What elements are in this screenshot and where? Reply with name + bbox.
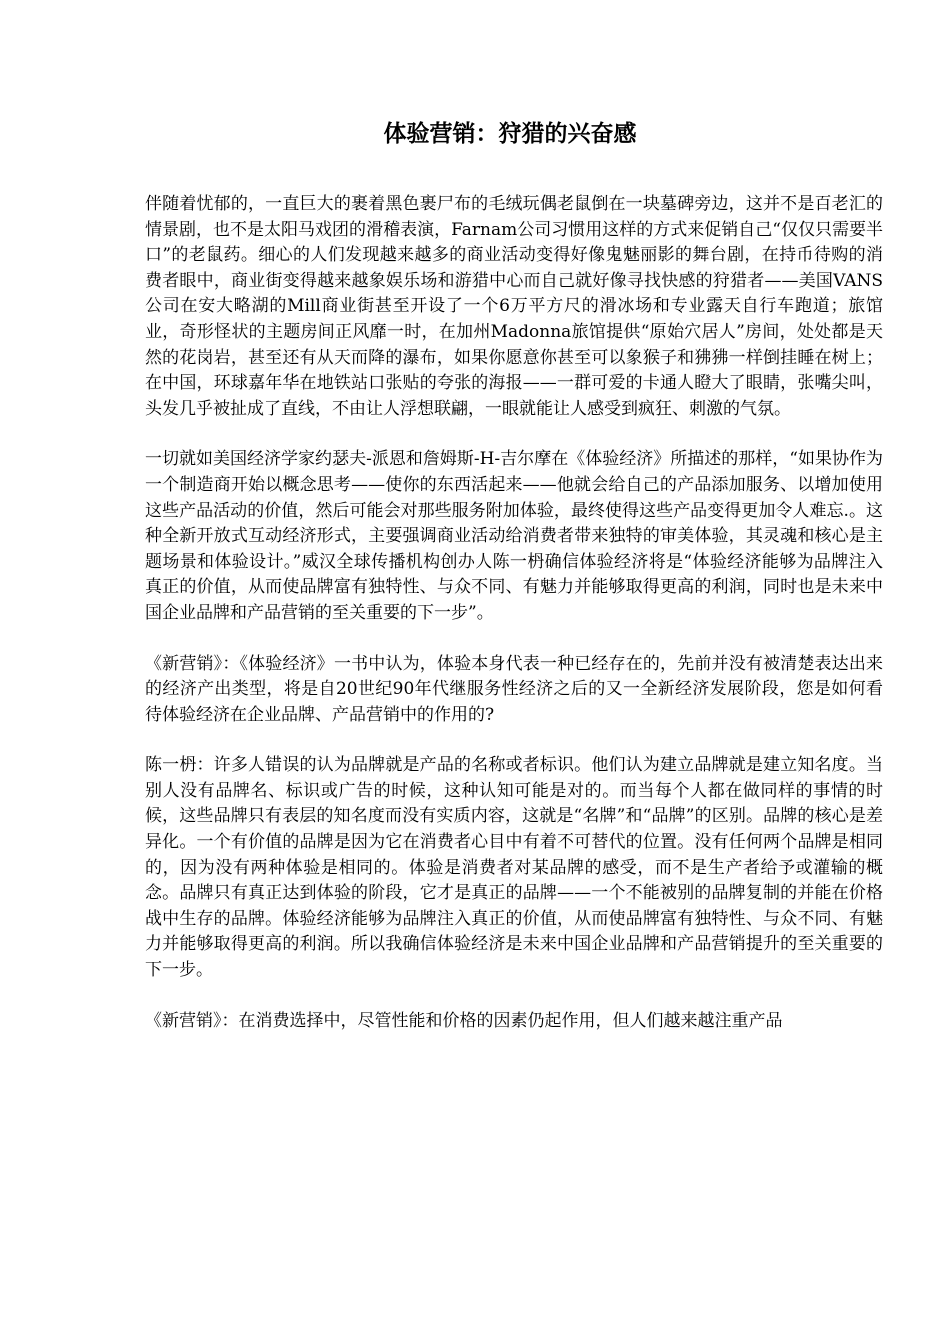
paragraph-intro: 伴随着忧郁的，一直巨大的裹着黑色裹尸布的毛绒玩偶老鼠倒在一块墓碑旁边，这并不是百老汇的情景剧，也不是太阳马戏团的滑稽表演，Farnam公司习惯用这样的方式来促销自己“仅仅只需要半口”的老鼠药。细心的人们发现越来越多的商业活动变得好像鬼魅丽影的舞台剧，在持币待购的消费者眼中，商业街变得越来越象娱乐场和游猎中心而自己就好像寻找快感的狩猎者——美国VANS公司在安大略湖的Mill商业街甚至开设了一个6万平方尺的滑冰场和专业露天自行车跑道；旅馆业，奇形怪状的主题房间正风靡一时，在加州Madonna旅馆提供“原始穴居人”房间，处处都是天然的花岗岩，甚至还有从天而降的瀑布，如果你愿意你甚至可以象猴子和狒狒一样倒挂睡在树上；在中国，环球嘉年华在地铁站口张贴的夸张的海报——一群可爱的卡通人瞪大了眼睛，张嘴尖叫，头发几乎被扯成了直线，不由让人浮想联翩，一眼就能让人感受到疯狂、刺激的气氛。: [145, 194, 883, 419]
paragraph-question-1: 《新营销》：《体验经济》一书中认为，体验本身代表一种已经存在的，先前并没有被清楚表达出来的经济产出类型，将是自20世纪90年代继服务性经济之后的又一全新经济发展阶段，您是如何看待体验经济在企业品牌、产品营销中的作用的?: [145, 653, 883, 725]
paragraph-answer-1: 陈一枬：许多人错误的认为品牌就是产品的名称或者标识。他们认为建立品牌就是建立知名度。当别人没有品牌名、标识或广告的时候，这种认知可能是对的。而当每个人都在做同样的事情的时候，这些品牌只有表层的知名度而没有实质内容，这就是“名牌”和“品牌”的区别。品牌的核心是差异化。一个有价值的品牌是因为它在消费者心目中有着不可替代的位置。没有任何两个品牌是相同的，因为没有两种体验是相同的。体验是消费者对某品牌的感受，而不是生产者给予或灌输的概念。品牌只有真正达到体验的阶段，它才是真正的品牌——一个不能被别的品牌复制的并能在价格战中生存的品牌。体验经济能够为品牌注入真正的价值，从而使品牌富有独特性、与众不同、有魅力并能够取得更高的利润。所以我确信体验经济是未来中国企业品牌和产品营销提升的至关重要的下一步。: [145, 755, 883, 981]
paragraph-experience-economy: 一切就如美国经济学家约瑟夫-派恩和詹姆斯-H-吉尔摩在《体验经济》所描述的那样，“如果协作为一个制造商开始以概念思考——使你的东西活起来——他就会给自己的产品添加服务、以增加使用这些产品活动的价值，然后可能会对那些服务附加体验，最终使得这些产品变得更加令人难忘.。这种全新开放式互动经济形式，主要强调商业活动给消费者带来独特的审美体验，其灵魂和核心是主题场景和体验设计。”威汉全球传播机构创办人陈一枬确信体验经济将是“体验经济能够为品牌注入真正的价值，从而使品牌富有独特性、与众不同、有魅力并能够取得更高的利润，同时也是未来中国企业品牌和产品营销的至关重要的下一步”。: [145, 449, 883, 623]
document-body: [145, 192, 883, 1059]
document-title: 体验营销：狩猎的兴奋感: [383, 121, 637, 147]
paragraph-question-2: 《新营销》：在消费选择中，尽管性能和价格的因素仍起作用，但人们越来越注重产品: [145, 1010, 783, 1031]
